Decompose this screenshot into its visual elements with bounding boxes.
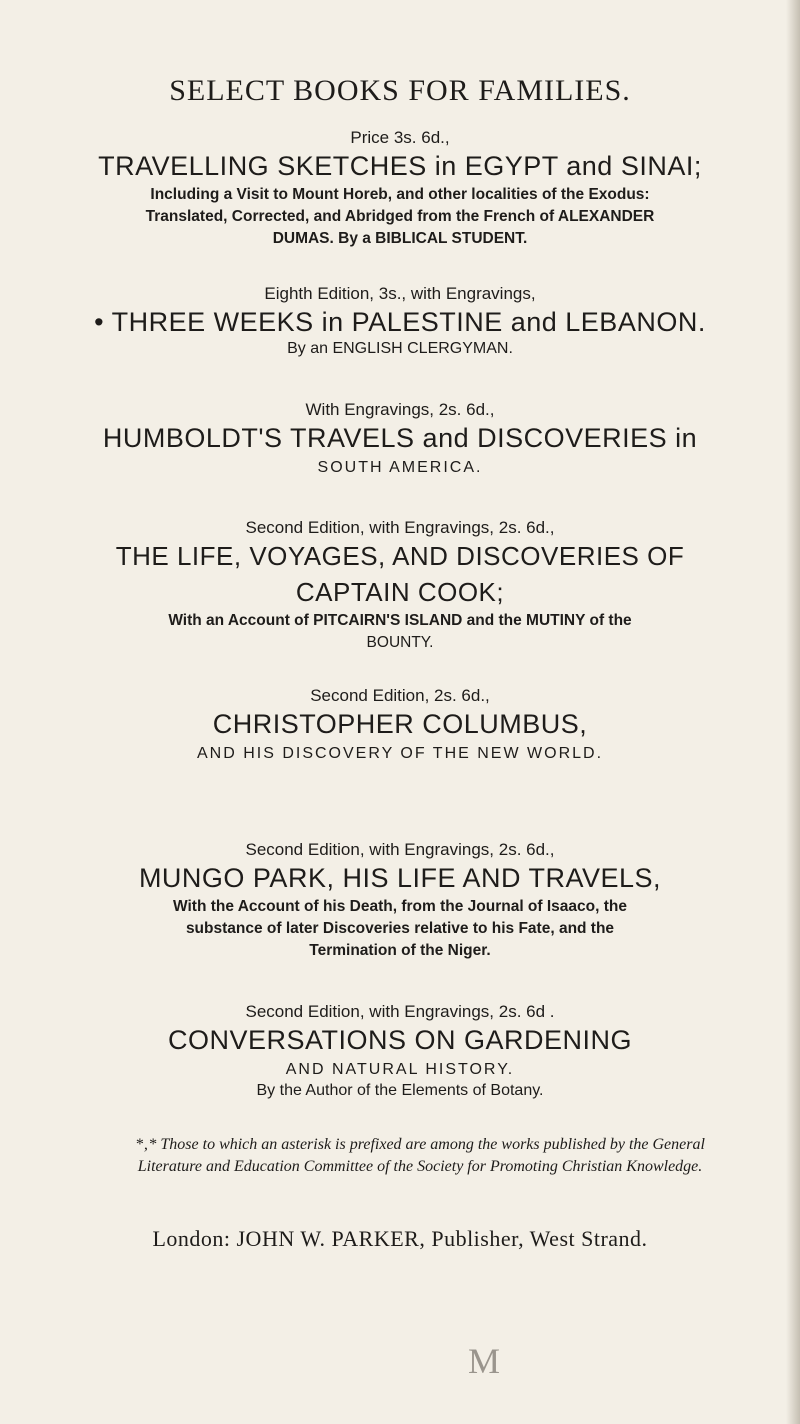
book-description-line: DUMAS. By a BIBLICAL STUDENT. [272,230,528,247]
book-author: By an ENGLISH CLERGYMAN. [287,340,513,357]
book-title: MUNGO PARK, HIS LIFE AND TRAVELS, [138,863,662,893]
book-description-line: BOUNTY. [366,634,434,651]
book-entry-mungo-park [40,840,760,962]
book-entry-humboldt [40,400,760,480]
book-price: Second Edition, with Engravings, 2s. 6d . [245,1002,555,1021]
book-title: CONVERSATIONS ON GARDENING [167,1025,633,1055]
page-edge-shadow [786,0,800,1424]
book-price: Price 3s. 6d., [350,128,450,147]
book-price: Second Edition, 2s. 6d., [310,686,490,705]
book-entry-columbus [40,686,760,766]
book-subtitle: AND NATURAL HISTORY. [285,1061,515,1078]
book-price: Second Edition, with Engravings, 2s. 6d., [245,518,555,537]
book-entry-captain-cook [40,518,760,654]
book-title-line: THE LIFE, VOYAGES, AND DISCOVERIES OF [115,541,685,571]
book-subtitle: SOUTH AMERICA. [317,459,483,476]
book-price: With Engravings, 2s. 6d., [305,400,495,419]
book-description-line: With an Account of PITCAIRN'S ISLAND and the MUTINY of the [168,612,632,629]
book-title: HUMBOLDT'S TRAVELS and DISCOVERIES in [102,423,698,453]
book-description-line: Including a Visit to Mount Horeb, and other localities of the Exodus: [150,186,650,203]
book-price: Eighth Edition, 3s., with Engravings, [264,284,536,303]
asterisk-note: *‚* Those to which an asterisk is prefixed are among the works published by the General Literature and Education Committee of the Society for Promoting Christian Knowledge. [135,1136,705,1175]
book-title-line: CAPTAIN COOK; [295,577,505,607]
book-entry-palestine [40,284,760,358]
book-entry-gardening [40,1002,760,1100]
book-title: • THREE WEEKS in PALESTINE and LEBANON. [94,307,706,337]
book-description-line: Termination of the Niger. [309,942,491,959]
book-title: TRAVELLING SKETCHES in EGYPT and SINAI; [98,151,702,181]
library-stamp-mark: M [468,1341,501,1381]
book-author: By the Author of the Elements of Botany. [256,1082,544,1099]
publisher-footer: London: JOHN W. PARKER, Publisher, West Strand. [152,1226,648,1251]
book-price: Second Edition, with Engravings, 2s. 6d., [245,840,555,859]
book-title: CHRISTOPHER COLUMBUS, [212,709,588,739]
book-description-line: substance of later Discoveries relative to his Fate, and the [185,920,615,937]
book-subtitle: AND HIS DISCOVERY OF THE NEW WORLD. [196,745,604,762]
book-description-line: Translated, Corrected, and Abridged from the French of ALEXANDER [145,208,655,225]
book-description-line: With the Account of his Death, from the Journal of Isaaco, the [173,898,627,915]
book-entry-egypt-sinai [40,128,760,250]
page-heading: SELECT BOOKS FOR FAMILIES. [169,74,631,107]
